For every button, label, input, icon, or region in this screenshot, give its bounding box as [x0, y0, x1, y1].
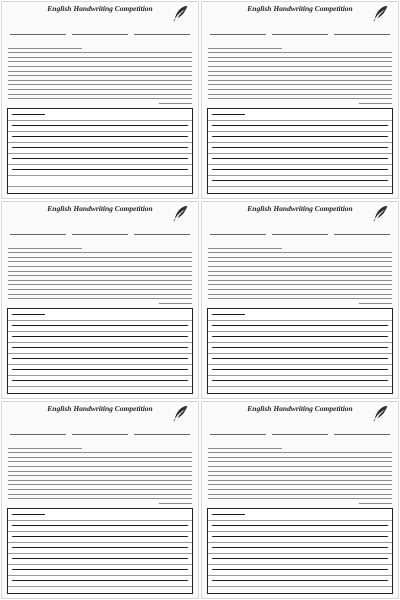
model-letter-line: [208, 284, 392, 285]
model-letter-line: [208, 494, 392, 495]
ruled-line: [8, 542, 192, 543]
handwritten-line: [212, 325, 388, 326]
handwritten-line: [212, 580, 388, 581]
header-english-title: English Handwriting Competition: [247, 204, 353, 213]
ruled-line: [208, 542, 392, 543]
model-letter-line: [8, 75, 192, 76]
handwritten-line: [12, 547, 188, 548]
model-letter-line: [8, 480, 192, 481]
name-field: [210, 428, 266, 435]
student-info-row: [10, 227, 190, 236]
model-letter-line: [208, 480, 392, 481]
model-letter-line: [208, 80, 392, 81]
feather-quill-icon: [372, 404, 390, 422]
model-letter-line: [8, 298, 192, 299]
model-letter-line: [8, 94, 192, 95]
ruled-line: [208, 120, 392, 121]
model-letter-line: [8, 271, 192, 272]
handwritten-line: [212, 369, 388, 370]
model-letter-line: [8, 498, 192, 499]
model-letter-line: [8, 280, 192, 281]
model-letter-line: [208, 271, 392, 272]
model-letter-line: [208, 452, 392, 453]
name-field: [10, 28, 66, 35]
handwritten-line: [212, 536, 388, 537]
model-letter-line: [208, 66, 392, 67]
competition-sheet: [1, 201, 199, 399]
ruled-line: [208, 320, 392, 321]
instructions: [8, 237, 192, 242]
ruled-line: [208, 553, 392, 554]
model-letter-line: [8, 471, 192, 472]
model-letter-line: [208, 248, 282, 249]
ruled-line: [208, 131, 392, 132]
model-letter-line: [8, 98, 192, 99]
handwritten-line: [212, 336, 388, 337]
handwritten-line: [12, 369, 188, 370]
class-field: [134, 228, 190, 235]
model-letter-line: [208, 261, 392, 262]
ruled-line: [8, 131, 192, 132]
ruled-line: [8, 342, 192, 343]
grade-field: [72, 428, 128, 435]
handwritten-line: [212, 180, 388, 181]
instructions: [8, 37, 192, 42]
model-letter-line: [359, 303, 392, 304]
handwritten-line: [212, 114, 245, 115]
handwritten-line: [212, 147, 388, 148]
model-letter-line: [8, 461, 192, 462]
model-letter-line: [208, 471, 392, 472]
ruled-line: [8, 120, 192, 121]
instructions: [208, 437, 392, 442]
student-info-row: [210, 227, 390, 236]
model-letter-line: [208, 466, 392, 467]
feather-quill-icon: [372, 204, 390, 222]
class-field: [134, 428, 190, 435]
model-letter-line: [8, 475, 192, 476]
model-letter-line: [208, 52, 392, 53]
class-field: [334, 428, 390, 435]
handwritten-line: [12, 136, 188, 137]
model-letter-line: [8, 452, 192, 453]
model-letter-line: [8, 57, 192, 58]
ruled-line: [208, 520, 392, 521]
handwritten-line: [212, 358, 388, 359]
ruled-line: [8, 331, 192, 332]
model-letter-line: [359, 103, 392, 104]
handwritten-line: [12, 347, 188, 348]
model-letter-line: [208, 75, 392, 76]
ruled-line: [208, 364, 392, 365]
handwritten-line: [212, 169, 388, 170]
model-letter-line: [208, 89, 392, 90]
model-letter: [208, 44, 392, 102]
model-letter-line: [208, 252, 392, 253]
model-letter-line: [8, 494, 192, 495]
ruled-line: [208, 353, 392, 354]
model-letter-line: [208, 84, 392, 85]
handwritten-line: [12, 114, 45, 115]
grade-field: [72, 28, 128, 35]
handwritten-line: [12, 314, 45, 315]
model-letter-line: [8, 52, 192, 53]
model-letter-line: [359, 503, 392, 504]
model-letter-line: [159, 303, 192, 304]
model-letter: [8, 44, 192, 102]
model-letter-line: [8, 71, 192, 72]
ruled-line: [8, 142, 192, 143]
handwriting-area: [7, 508, 193, 594]
model-letter-line: [208, 448, 282, 449]
ruled-line: [8, 531, 192, 532]
model-letter-line: [208, 457, 392, 458]
handwritten-line: [12, 336, 188, 337]
model-letter: [208, 444, 392, 502]
model-letter-line: [208, 294, 392, 295]
model-letter-line: [8, 275, 192, 276]
header-english-title: English Handwriting Competition: [47, 404, 153, 413]
handwritten-line: [212, 525, 388, 526]
model-letter-line: [8, 466, 192, 467]
model-letter-line: [159, 503, 192, 504]
handwritten-line: [12, 580, 188, 581]
model-letter-line: [208, 48, 282, 49]
handwritten-line: [12, 569, 188, 570]
handwritten-line: [212, 514, 245, 515]
ruled-line: [8, 175, 192, 176]
model-letter-line: [8, 489, 192, 490]
model-letter-line: [8, 252, 192, 253]
ruled-line: [8, 320, 192, 321]
model-letter-line: [8, 61, 192, 62]
competition-sheet: [201, 1, 399, 199]
handwriting-area: [7, 108, 193, 194]
student-info-row: [210, 27, 390, 36]
model-letter-line: [208, 461, 392, 462]
ruled-line: [8, 575, 192, 576]
header-english-title: English Handwriting Competition: [247, 4, 353, 13]
model-letter-line: [208, 489, 392, 490]
header-english-title: English Handwriting Competition: [47, 4, 153, 13]
handwritten-line: [12, 525, 188, 526]
model-letter-line: [208, 298, 392, 299]
model-letter-line: [8, 89, 192, 90]
handwritten-line: [212, 380, 388, 381]
handwritten-line: [212, 569, 388, 570]
instructions: [8, 437, 192, 442]
feather-quill-icon: [172, 204, 190, 222]
handwritten-line: [12, 558, 188, 559]
handwritten-line: [212, 547, 388, 548]
competition-sheet: [1, 401, 199, 599]
grade-field: [272, 28, 328, 35]
model-letter-line: [208, 280, 392, 281]
feather-quill-icon: [172, 404, 190, 422]
header-english-title: English Handwriting Competition: [47, 204, 153, 213]
model-letter-line: [208, 266, 392, 267]
handwritten-line: [12, 358, 188, 359]
model-letter-line: [208, 71, 392, 72]
name-field: [210, 28, 266, 35]
class-field: [334, 28, 390, 35]
ruled-line: [8, 564, 192, 565]
model-letter-line: [208, 61, 392, 62]
model-letter-line: [208, 98, 392, 99]
handwriting-area: [7, 308, 193, 394]
handwriting-area: [207, 508, 393, 594]
model-letter-line: [8, 289, 192, 290]
class-field: [134, 28, 190, 35]
ruled-line: [208, 142, 392, 143]
ruled-line: [208, 186, 392, 187]
ruled-line: [208, 342, 392, 343]
model-letter-line: [8, 66, 192, 67]
ruled-line: [208, 375, 392, 376]
handwritten-line: [12, 536, 188, 537]
handwritten-line: [212, 158, 388, 159]
model-letter-line: [8, 294, 192, 295]
ruled-line: [208, 586, 392, 587]
grade-field: [272, 428, 328, 435]
student-info-row: [10, 27, 190, 36]
name-field: [10, 428, 66, 435]
handwritten-line: [12, 325, 188, 326]
ruled-line: [8, 386, 192, 387]
model-letter-line: [8, 448, 82, 449]
handwriting-area: [207, 108, 393, 194]
competition-sheet: [201, 201, 399, 399]
grade-field: [72, 228, 128, 235]
grade-field: [272, 228, 328, 235]
model-letter-line: [159, 103, 192, 104]
competition-sheet: [201, 401, 399, 599]
ruled-line: [208, 153, 392, 154]
handwritten-line: [212, 558, 388, 559]
ruled-line: [8, 364, 192, 365]
ruled-line: [8, 586, 192, 587]
instructions: [208, 37, 392, 42]
handwritten-line: [12, 158, 188, 159]
header-english-title: English Handwriting Competition: [247, 404, 353, 413]
handwritten-line: [212, 347, 388, 348]
model-letter-line: [8, 84, 192, 85]
ruled-line: [208, 175, 392, 176]
model-letter-line: [8, 266, 192, 267]
ruled-line: [8, 375, 192, 376]
ruled-line: [8, 186, 192, 187]
handwritten-line: [12, 514, 45, 515]
model-letter-line: [208, 289, 392, 290]
ruled-line: [8, 164, 192, 165]
model-letter-line: [208, 94, 392, 95]
model-letter: [8, 244, 192, 302]
handwriting-area: [207, 308, 393, 394]
model-letter: [208, 244, 392, 302]
class-field: [334, 228, 390, 235]
instructions: [208, 237, 392, 242]
ruled-line: [8, 553, 192, 554]
handwritten-line: [212, 314, 245, 315]
ruled-line: [208, 575, 392, 576]
handwritten-line: [12, 169, 188, 170]
ruled-line: [208, 531, 392, 532]
model-letter-line: [208, 475, 392, 476]
model-letter-line: [208, 57, 392, 58]
competition-sheet: [1, 1, 199, 199]
feather-quill-icon: [372, 4, 390, 22]
model-letter-line: [8, 284, 192, 285]
ruled-line: [8, 520, 192, 521]
name-field: [210, 228, 266, 235]
model-letter: [8, 444, 192, 502]
ruled-line: [8, 153, 192, 154]
handwritten-line: [12, 125, 188, 126]
handwritten-line: [12, 147, 188, 148]
feather-quill-icon: [172, 4, 190, 22]
model-letter-line: [8, 457, 192, 458]
model-letter-line: [8, 248, 82, 249]
ruled-line: [208, 564, 392, 565]
model-letter-line: [8, 80, 192, 81]
model-letter-line: [208, 484, 392, 485]
name-field: [10, 228, 66, 235]
handwritten-line: [212, 125, 388, 126]
student-info-row: [10, 427, 190, 436]
model-letter-line: [8, 257, 192, 258]
student-info-row: [210, 427, 390, 436]
model-letter-line: [208, 498, 392, 499]
ruled-line: [8, 353, 192, 354]
handwritten-line: [12, 380, 188, 381]
ruled-line: [208, 331, 392, 332]
ruled-line: [208, 164, 392, 165]
model-letter-line: [8, 48, 82, 49]
ruled-line: [208, 386, 392, 387]
model-letter-line: [8, 261, 192, 262]
handwritten-line: [212, 136, 388, 137]
model-letter-line: [8, 484, 192, 485]
model-letter-line: [208, 275, 392, 276]
model-letter-line: [208, 257, 392, 258]
